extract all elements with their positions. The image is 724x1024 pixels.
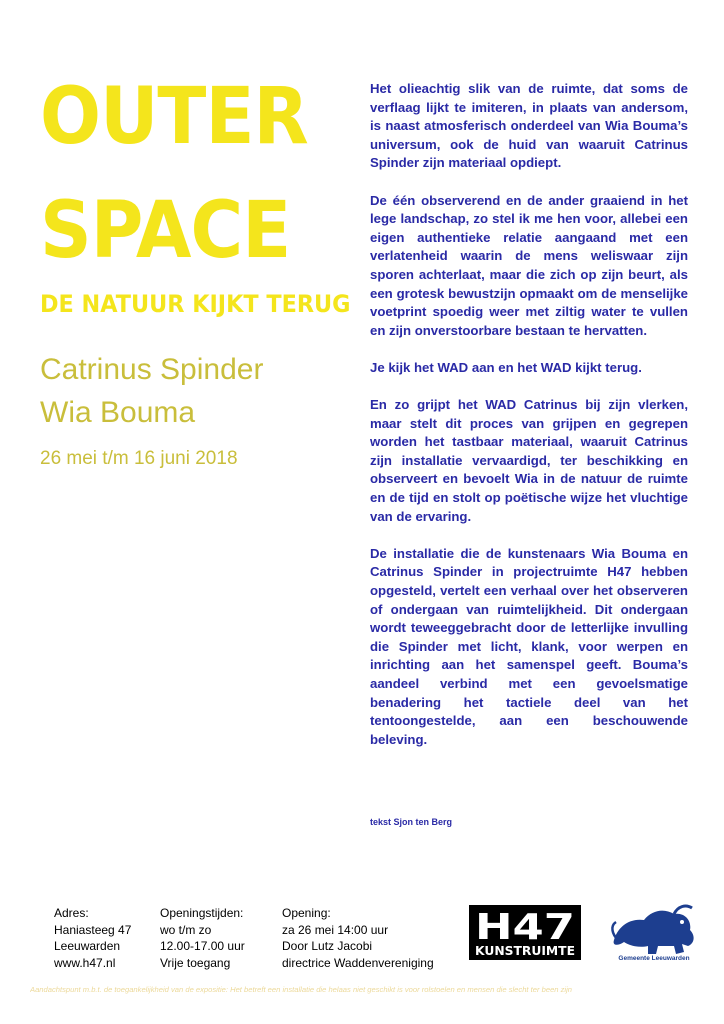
body-text xyxy=(370,80,688,768)
opening-host-role: directrice Waddenvereniging xyxy=(282,955,434,970)
hours-heading: Openingstijden: xyxy=(160,906,244,920)
address-city: Leeuwarden xyxy=(54,939,121,953)
gemeente-label: Gemeente Leeuwarden xyxy=(618,955,690,962)
opening-heading: Opening: xyxy=(282,906,331,920)
address-block xyxy=(54,905,131,971)
opening-date: za 26 mei 14:00 uur xyxy=(282,922,389,937)
text-credit: tekst Sjon ten Berg xyxy=(370,817,453,827)
hours-times: 12.00-17.00 uur xyxy=(160,939,245,953)
opening-host: Door Lutz Jacobi xyxy=(282,939,373,953)
h47-kunstruimte: KUNSTRUIMTE xyxy=(475,944,575,958)
paragraph: Het olieachtig slik van de ruimte, dat soms de verflaag lijkt te imiteren, in plaats van andersom, is naast atmosferisch onderdeel van Wia Bouma’s universum, ook de huid van waaruit Catrinus Spinder zijn materiaal opdiept. xyxy=(370,81,688,171)
address-street: Haniasteeg 47 xyxy=(54,922,132,937)
title-space: SPACE xyxy=(40,186,291,276)
exhibition-dates: 26 mei t/m 16 juni 2018 xyxy=(40,448,238,469)
title-outer: OUTER xyxy=(40,72,308,162)
artist-name-2: Wia Bouma xyxy=(40,396,196,429)
paragraph: En zo grijpt het WAD Catrinus bij zijn vlerken, maar stelt dit proces van grijpen en gegrepen worden het tastbaar materiaal, waaruit Catrinus zijn installatie vervaardigd, ter beschikking en observeert en bevoelt Wia in de natuur de ruimte en de tijd en stolt op poëtische wijze het vluchtige van de ervaring. xyxy=(370,397,688,524)
hours-days: wo t/m zo xyxy=(160,922,212,937)
website-link[interactable]: www.h47.nl xyxy=(54,955,116,970)
subtitle: DE NATUUR KIJKT TERUG xyxy=(40,290,351,318)
paragraph: De installatie die de kunstenaars Wia Bouma en Catrinus Spinder in projectruimte H47 hebben opgesteld, vertelt een verhaal over het observeren of ondergaan van ruimtelijkheid. Dit ondergaan wordt teweeggebracht door de letterlijke invulling die Spinder met licht, klank, voor werpen en inrichting aan het samenspel geeft. Bouma’s aandeel verbind met een gevoelsmatige benadering het tactiele deel van het tentoongestelde, aan een beschouwende beleving. xyxy=(370,545,688,747)
address-heading: Adres: xyxy=(54,906,89,920)
hours-admission: Vrije toegang xyxy=(160,955,231,970)
artist-name-1: Catrinus Spinder xyxy=(40,353,264,386)
accessibility-note: Aandachtspunt m.b.t. de toegankelijkheid van de expositie: Het betreft een installatie die helaas niet geschikt is voor rolstoelen en mensen die slecht ter been zijn xyxy=(30,985,573,994)
paragraph: De één observerend en de ander graaiend in het lege landschap, zo stel ik me hen voor, allebei een eigen authentieke relatie aangaand met een verlatenheid waarin de mens weliswaar zijn sporen achterlaat, maar die zich op zijn beurt, als een grotesk bewustzijn opmaakt om de menselijke voetprint spoedig weer met ziltig water te vullen en zijn onverstoorbare bestaan te hervatten. xyxy=(370,192,688,338)
hours-block xyxy=(160,905,245,971)
h47-logo xyxy=(469,905,581,960)
paragraph: Je kijk het WAD aan en het WAD kijkt terug. xyxy=(370,359,642,375)
h47-mark: H47 xyxy=(475,907,575,948)
opening-block xyxy=(282,905,434,971)
